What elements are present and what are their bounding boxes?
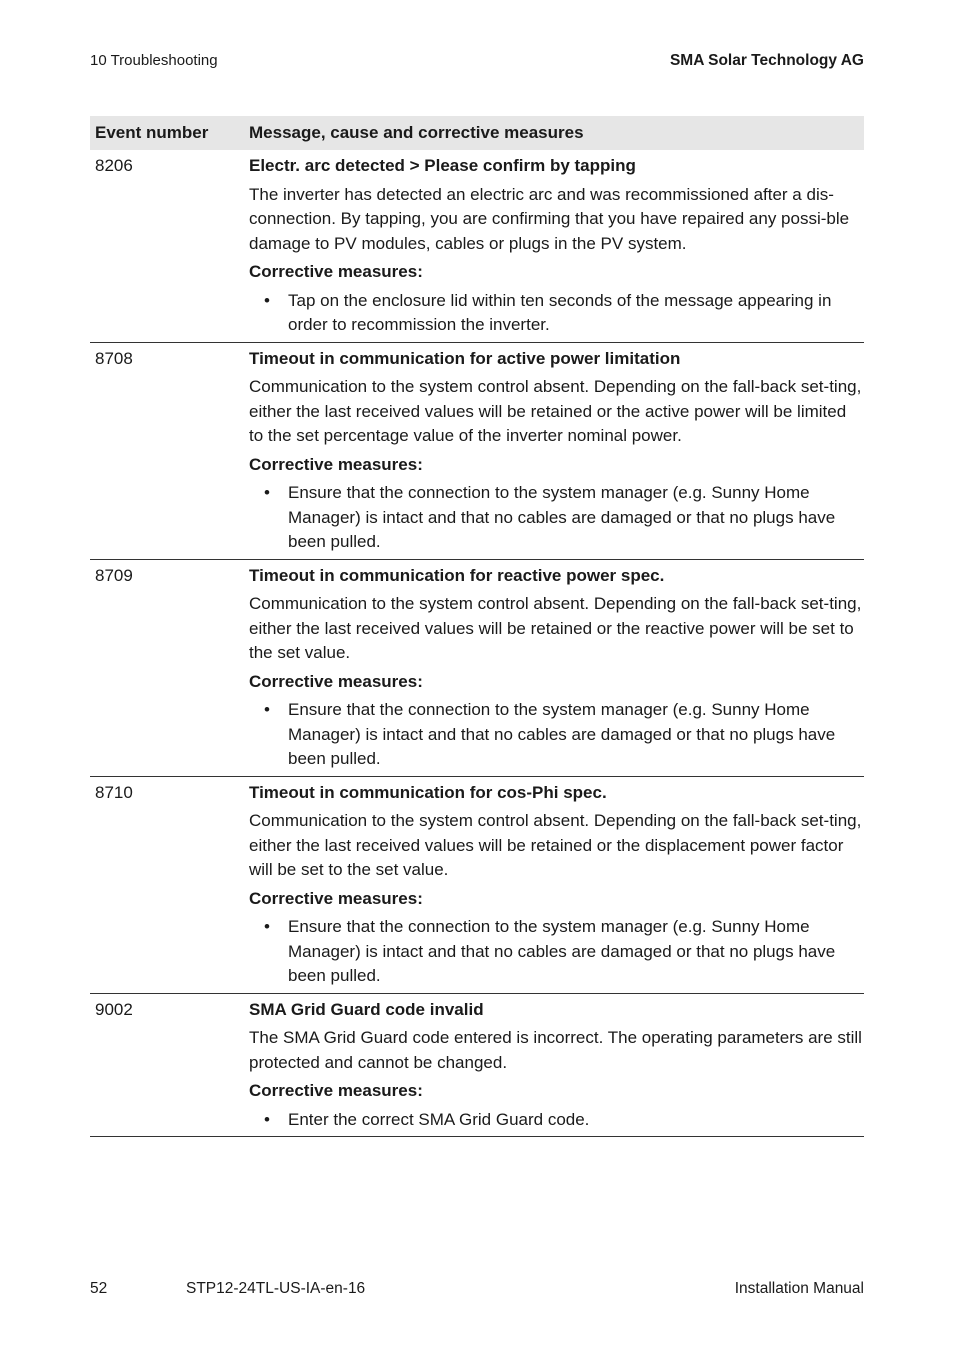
event-number: 8710 [95,782,133,802]
event-message: Timeout in communication for cos-Phi spec. [249,782,607,802]
event-message: SMA Grid Guard code invalid [249,999,484,1019]
corrective-measure-item [249,481,864,555]
event-details [249,150,864,342]
corrective-measure-text: Tap on the enclosure lid within ten seconds of the message appearing in order to recommission the inverter. [288,290,832,334]
event-details [249,994,864,1137]
event-cause: The inverter has detected an electric arc and was recommissioned after a dis-connection. By tapping, you are confirming that you have repaired any possi-ble damage to PV modules, cables or plugs in the PV system. [249,184,850,253]
bullet-icon: • [264,700,270,719]
table-row [90,560,864,777]
table-header [90,116,864,150]
corrective-measure-item [249,1108,864,1133]
corrective-measure-text: Ensure that the connection to the system manager (e.g. Sunny Home Manager) is intact and that no cables are damaged or that no plugs have been pulled. [288,917,836,985]
page-number: 52 [90,1280,108,1297]
table-row [90,994,864,1138]
column-header-message: Message, cause and corrective measures [249,123,584,142]
event-cause: The SMA Grid Guard code entered is incorrect. The operating parameters are still protected and cannot be changed. [249,1028,862,1072]
event-message: Electr. arc detected > Please confirm by tapping [249,156,636,175]
event-number: 9002 [95,999,133,1019]
corrective-measure-item [249,289,864,338]
corrective-measure-item [249,698,864,772]
corrective-measure-item [249,915,864,989]
event-number: 8709 [95,565,133,585]
document-id: STP12-24TL-US-IA-en-16 [186,1280,366,1297]
event-message: Timeout in communication for reactive power spec. [249,565,665,585]
bullet-icon: • [264,290,270,310]
company-name: SMA Solar Technology AG [669,52,864,69]
corrective-measures-label: Corrective measures: [249,1081,423,1100]
event-details [249,343,864,559]
event-cause: Communication to the system control absent. Depending on the fall-back set-ting, either the last received values will be retained or the displacement power factor will be set to the set value. [249,811,862,879]
event-cause: Communication to the system control absent. Depending on the fall-back set-ting, either the last received values will be retained or the active power will be limited to the set percentage value of the inverter nominal power. [249,377,862,445]
section-title: 10 Troubleshooting [90,52,218,69]
manual-type: Installation Manual [734,1280,864,1297]
event-number: 8206 [95,156,133,175]
corrective-measures-label: Corrective measures: [249,671,423,691]
table-row [90,150,864,343]
corrective-measures-label: Corrective measures: [249,454,423,474]
bullet-icon: • [264,1109,270,1129]
page-header [90,52,864,74]
corrective-measures-label: Corrective measures: [249,888,423,908]
event-message: Timeout in communication for active power limitation [249,348,681,368]
event-number: 8708 [95,348,133,368]
table-row [90,777,864,994]
bullet-icon: • [264,917,270,936]
column-header-event-number: Event number [95,123,209,142]
table-row [90,343,864,560]
event-details [249,560,864,776]
corrective-measure-text: Ensure that the connection to the system manager (e.g. Sunny Home Manager) is intact and that no cables are damaged or that no plugs have been pulled. [288,483,836,551]
corrective-measures-label: Corrective measures: [249,262,423,281]
event-cause: Communication to the system control absent. Depending on the fall-back set-ting, either the last received values will be retained or the reactive power will be set to the set value. [249,594,862,662]
event-table [90,116,864,1137]
corrective-measure-text: Ensure that the connection to the system manager (e.g. Sunny Home Manager) is intact and that no cables are damaged or that no plugs have been pulled. [288,700,836,768]
corrective-measure-text: Enter the correct SMA Grid Guard code. [288,1109,590,1129]
bullet-icon: • [264,483,270,502]
event-details [249,777,864,993]
